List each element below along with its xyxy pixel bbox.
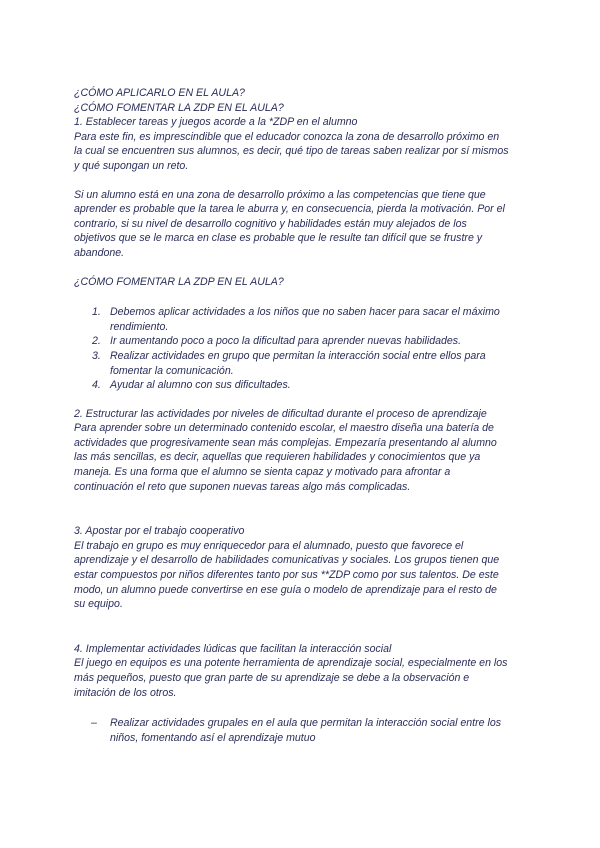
section-1-paragraph-2: Si un alumno está en una zona de desarrollo próximo a las competencias que tiene que aprender es probable que la tarea le aburra y, en consecuencia, pierda la motivación. Por el contrario, si su nivel de desarrollo cognitivo y habilidades están muy alejados de los objetivos que se le marca en clase es probable que le resulte tan difícil que se frustre y abandone. xyxy=(74,188,505,259)
list-item: 4. Ayudar al alumno con sus dificultades. xyxy=(92,379,291,392)
section-2-title: 2. Estructurar las actividades por niveles de dificultad durante el proceso de aprendizaje xyxy=(74,407,487,420)
section-4-title: 4. Implementar actividades lúdicas que facilitan la interacción social xyxy=(74,642,392,655)
heading-fomentar: ¿CÓMO FOMENTAR LA ZDP EN EL AULA? xyxy=(74,101,284,114)
steps-list xyxy=(74,305,536,393)
dash-list xyxy=(74,716,536,745)
section-4-paragraph: El juego en equipos es una potente herramienta de aprendizaje social, especialmente en los más pequeños, puesto que gran parte de su aprendizaje se debe a la observación e imitación de los otros. xyxy=(74,657,508,699)
heading-fomentar-2: ¿CÓMO FOMENTAR LA ZDP EN EL AULA? xyxy=(74,275,284,288)
section-1-paragraph-1: Para este fin, es imprescindible que el educador conozca la zona de desarrollo próximo en la cual se encuentren sus alumnos, es decir, qué tipo de tareas saben realizar por sí mismos y qué supongan un reto. xyxy=(74,130,509,172)
document-page xyxy=(74,86,536,745)
list-item: 2. Ir aumentando poco a poco la dificultad para aprender nuevas habilidades. xyxy=(92,335,462,348)
dash-bullet-icon: – xyxy=(91,717,97,730)
list-item: 3. Realizar actividades en grupo que permitan la interacción social entre ellos para fomentar la comunicación. xyxy=(92,349,486,377)
heading-aplicarlo: ¿CÓMO APLICARLO EN EL AULA? xyxy=(74,87,245,99)
list-item: – Realizar actividades grupales en el aula que permitan la interacción social entre los niños, fomentando así el aprendizaje mutuo xyxy=(91,717,502,744)
list-item: 1. Debemos aplicar actividades a los niños que no saben hacer para sacar el máximo rendimiento. xyxy=(92,306,500,333)
section-2-paragraph: Para aprender sobre un determinado contenido escolar, el maestro diseña una batería de actividades que progresivamente sean más complejas. Empezaría presentando al alumno las más sencillas, es decir, aquellas que requieren habilidades y conocimientos que ya maneja. Es una forma que el alumno se sienta capaz y motivado para afrontar a continuación el reto que suponen nuevas tareas algo más complicadas. xyxy=(74,422,497,493)
section-1-title: 1. Establecer tareas y juegos acorde a la *ZDP en el alumno xyxy=(74,116,358,129)
section-3-title: 3. Apostar por el trabajo cooperativo xyxy=(74,525,245,538)
section-3-paragraph: El trabajo en grupo es muy enriquecedor para el alumnado, puesto que favorece el aprendizaje y el desarrollo de habilidades comunicativas y sociales. Los grupos tienen que estar compuestos por niños diferentes tanto por sus **ZDP como por sus talentos. De este modo, un alumno puede convertirse en ese guía o modelo de aprendizaje para el resto de su equipo. xyxy=(74,539,500,611)
